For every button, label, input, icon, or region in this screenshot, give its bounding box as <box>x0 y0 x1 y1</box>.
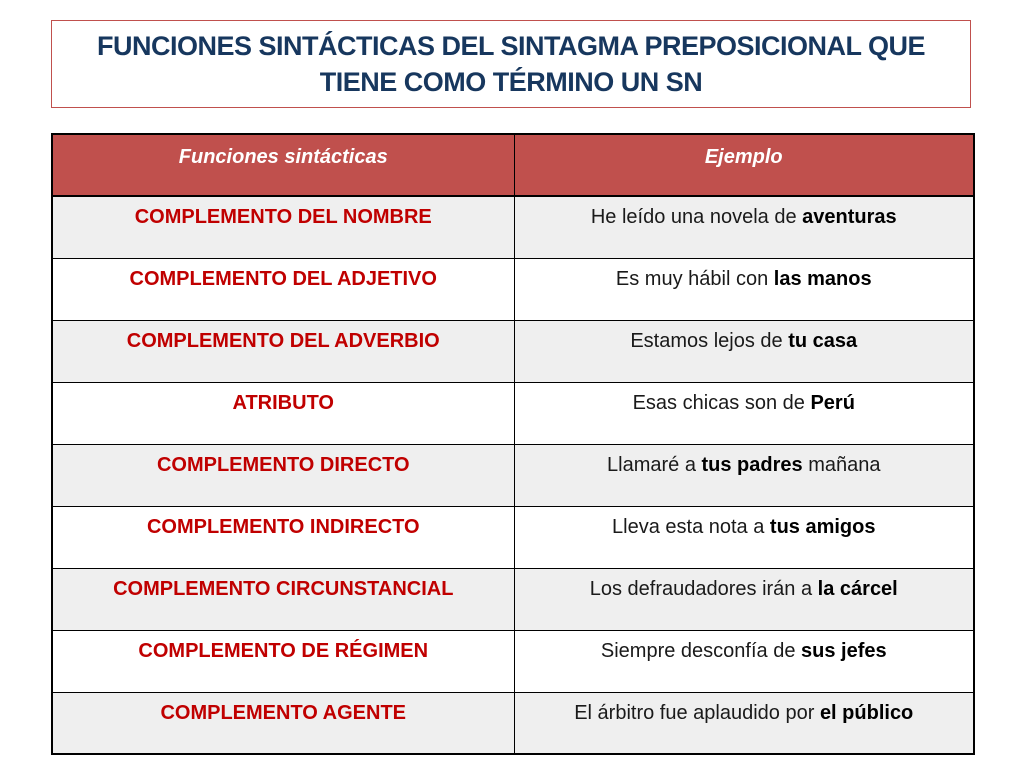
example-term: las manos <box>773 267 872 290</box>
function-name: COMPLEMENTO DE RÉGIMEN <box>52 630 514 692</box>
column-header-ejemplo: Ejemplo <box>514 134 974 196</box>
example-text: El árbitro fue aplaudido por <box>574 701 820 724</box>
example-sentence <box>514 258 974 320</box>
example-term: Perú <box>810 391 855 414</box>
example-term: tu casa <box>788 329 858 352</box>
example-term: la cárcel <box>817 577 898 600</box>
example-term: aventuras <box>802 206 897 228</box>
example-text: Siempre desconfía de <box>600 639 801 662</box>
table-row <box>52 692 974 754</box>
function-name: COMPLEMENTO DEL ADJETIVO <box>52 258 514 320</box>
example-text: Llamaré a <box>607 453 702 476</box>
slide-title-box <box>51 20 971 108</box>
example-sentence <box>514 444 974 506</box>
example-term: el público <box>819 701 914 724</box>
example-term: tus amigos <box>769 515 876 538</box>
example-text-post: mañana <box>802 453 881 476</box>
example-text: Estamos lejos de <box>630 329 789 352</box>
function-name: COMPLEMENTO CIRCUNSTANCIAL <box>52 568 514 630</box>
example-text: Lleva esta nota a <box>612 515 770 538</box>
table-row <box>52 258 974 320</box>
example-sentence <box>514 630 974 692</box>
example-term: sus jefes <box>801 639 887 662</box>
functions-table <box>51 133 975 755</box>
table-header-row <box>52 134 974 196</box>
example-text: He leído una novela de <box>590 206 803 228</box>
example-sentence <box>514 692 974 754</box>
example-sentence <box>514 196 974 258</box>
column-header-funciones: Funciones sintácticas <box>52 134 514 196</box>
function-name: COMPLEMENTO DEL ADVERBIO <box>52 320 514 382</box>
table-row <box>52 444 974 506</box>
function-name: COMPLEMENTO INDIRECTO <box>52 506 514 568</box>
table-row <box>52 382 974 444</box>
table-row <box>52 506 974 568</box>
table-row <box>52 568 974 630</box>
example-term: tus padres <box>701 453 803 476</box>
function-name: COMPLEMENTO DIRECTO <box>52 444 514 506</box>
example-sentence <box>514 320 974 382</box>
slide-title: FUNCIONES SINTÁCTICAS DEL SINTAGMA PREPOSICIONAL QUE TIENE COMO TÉRMINO UN SN <box>96 31 926 97</box>
example-sentence <box>514 568 974 630</box>
example-text: Es muy hábil con <box>615 267 774 290</box>
table-row <box>52 320 974 382</box>
example-sentence <box>514 382 974 444</box>
table-row <box>52 630 974 692</box>
function-name: COMPLEMENTO AGENTE <box>52 692 514 754</box>
example-text: Esas chicas son de <box>632 391 811 414</box>
example-text: Los defraudadores irán a <box>589 577 818 600</box>
function-name: ATRIBUTO <box>52 382 514 444</box>
table-row <box>52 196 974 258</box>
example-sentence <box>514 506 974 568</box>
function-name: COMPLEMENTO DEL NOMBRE <box>52 196 514 258</box>
